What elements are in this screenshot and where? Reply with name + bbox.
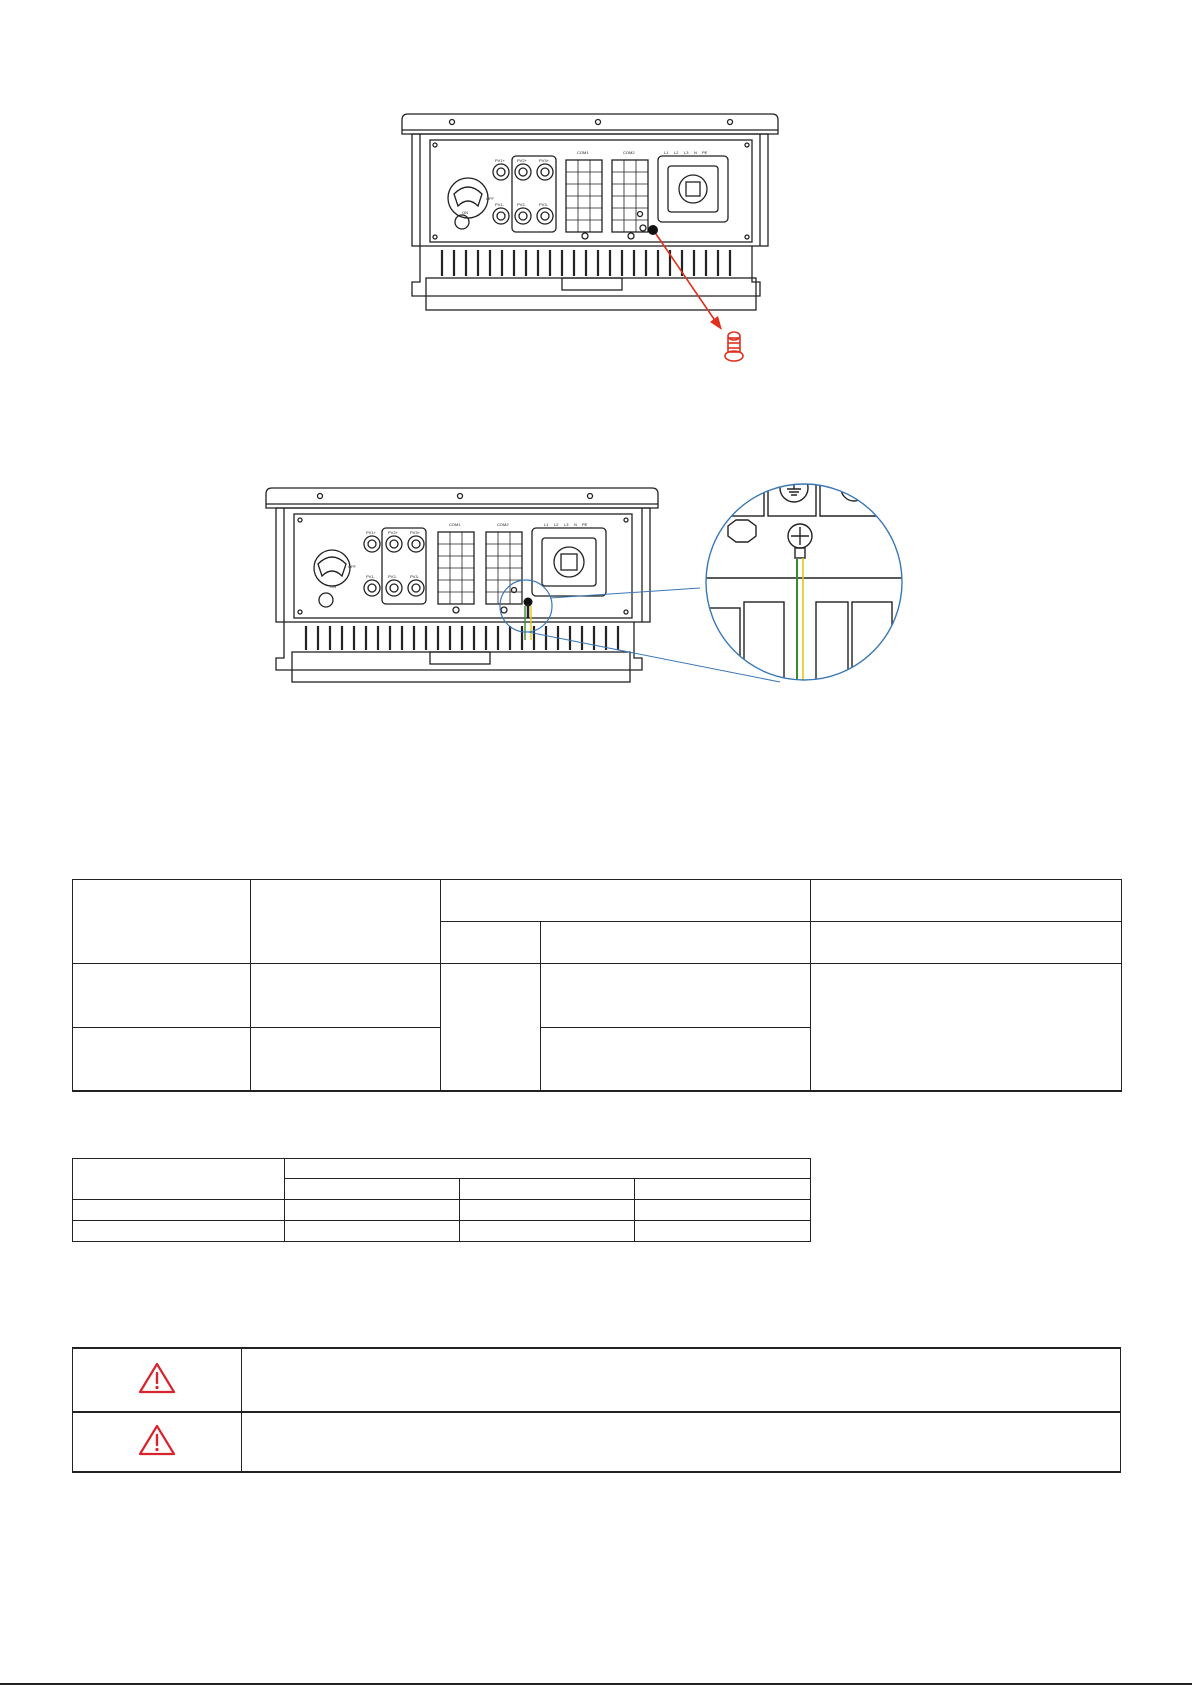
f1-com2-label: COM2 <box>623 150 635 155</box>
f1-pv3p-label: PV3+ <box>539 158 549 163</box>
warning-row <box>73 1348 1121 1412</box>
table-cell <box>285 1159 811 1179</box>
table-cell <box>635 1200 811 1221</box>
ground-screw-point <box>648 225 658 235</box>
table-cell <box>73 964 251 1028</box>
f2-com2-label: COM2 <box>497 522 509 527</box>
figure-inverter-ground-connected <box>260 480 920 686</box>
table-cell <box>541 922 811 964</box>
table-cell <box>73 1221 285 1242</box>
table-row <box>73 880 1122 922</box>
f2-pv3n-label: PV3- <box>410 574 419 579</box>
f1-com1-label: COM1 <box>577 150 589 155</box>
f2-l2-label: L2 <box>554 522 559 527</box>
table-cell <box>441 880 811 922</box>
warning-text-cell <box>242 1412 1121 1472</box>
table-cell <box>441 922 541 964</box>
warning-icon-cell <box>73 1348 242 1412</box>
table-cell <box>460 1200 635 1221</box>
table-cell <box>251 964 441 1028</box>
warning-text-cell <box>242 1348 1121 1412</box>
table-cell <box>73 880 251 964</box>
callout-leader-top <box>550 588 700 598</box>
warning-triangle-icon <box>138 1361 176 1395</box>
table-cell <box>285 1200 460 1221</box>
f2-com1-label: COM1 <box>449 522 461 527</box>
table-cell <box>251 1028 441 1091</box>
table-cell <box>441 964 541 1091</box>
table-cell <box>811 922 1122 964</box>
f1-pe-label: PE <box>702 150 708 155</box>
remove-arrow-head <box>710 316 722 330</box>
f2-l1-label: L1 <box>544 522 549 527</box>
table-row <box>73 1221 811 1242</box>
table-cell <box>73 1159 285 1200</box>
table-cell <box>460 1179 635 1200</box>
table-cell <box>285 1221 460 1242</box>
figure-inverter-remove-screw <box>390 110 790 372</box>
table-cell <box>541 1028 811 1091</box>
table-row <box>73 1159 811 1179</box>
table-row <box>73 964 1122 1028</box>
f1-pv2n-label: PV2- <box>517 202 526 207</box>
table-grounding-spec <box>72 879 1122 1092</box>
table-cell <box>251 880 441 964</box>
table-cell <box>460 1221 635 1242</box>
f1-pv2p-label: PV2+ <box>517 158 527 163</box>
f2-pv1p-label: PV1+ <box>366 530 376 535</box>
removed-screw-icon <box>725 332 743 361</box>
f1-l3-label: L3 <box>684 150 689 155</box>
f2-pv3p-label: PV3+ <box>410 530 420 535</box>
f1-off-label: OFF <box>486 196 494 201</box>
f2-on-label: ON <box>330 584 336 589</box>
warning-notices <box>72 1347 1121 1473</box>
f1-l1-label: L1 <box>664 150 669 155</box>
warning-icon-cell <box>73 1412 242 1472</box>
table-cell <box>811 964 1122 1091</box>
f2-pe-label: PE <box>582 522 588 527</box>
table-row <box>73 1200 811 1221</box>
table-cable-sizes <box>72 1158 811 1242</box>
f1-pv1p-label: PV1+ <box>495 158 505 163</box>
f2-pv1n-label: PV1- <box>366 574 375 579</box>
f1-l2-label: L2 <box>674 150 679 155</box>
f1-pv1n-label: PV1- <box>495 202 504 207</box>
magnified-ground-detail <box>700 480 920 686</box>
warning-row <box>73 1412 1121 1472</box>
table-cell <box>635 1221 811 1242</box>
table-cell <box>285 1179 460 1200</box>
table-cell <box>73 1200 285 1221</box>
table-cell <box>73 1028 251 1091</box>
table-cell <box>635 1179 811 1200</box>
f1-pv3n-label: PV3- <box>539 202 548 207</box>
f2-off-label: OFF <box>348 564 356 569</box>
f2-l3-label: L3 <box>564 522 569 527</box>
f2-pv2p-label: PV2+ <box>388 530 398 535</box>
f1-on-label: ON <box>462 210 468 215</box>
table-cell <box>541 964 811 1028</box>
f1-n-label: N <box>694 150 697 155</box>
f2-pv2n-label: PV2- <box>388 574 397 579</box>
warning-triangle-icon <box>138 1423 176 1457</box>
table-cell <box>811 880 1122 922</box>
f2-n-label: N <box>574 522 577 527</box>
